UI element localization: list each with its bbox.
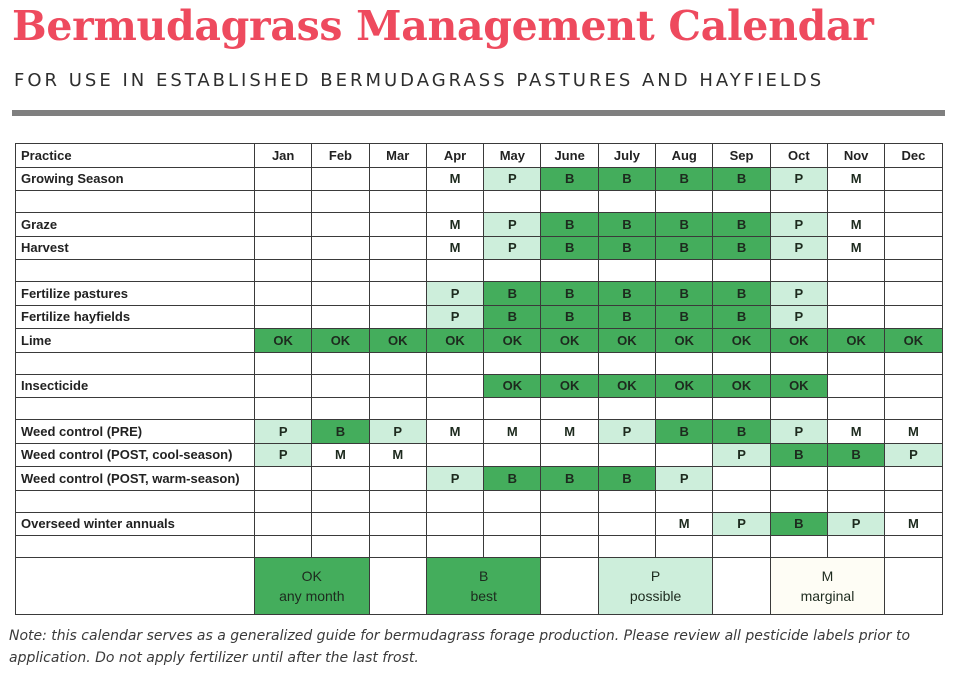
calendar-cell: OK (713, 374, 770, 398)
calendar-cell: B (484, 467, 541, 491)
calendar-cell: B (713, 236, 770, 260)
calendar-cell (426, 443, 483, 467)
calendar-cell: B (598, 213, 655, 237)
calendar-cell: B (598, 167, 655, 191)
calendar-cell (484, 443, 541, 467)
calendar-cell: OK (713, 329, 770, 353)
calendar-cell: B (770, 512, 827, 536)
calendar-cell (541, 443, 598, 467)
calendar-cell (827, 374, 884, 398)
calendar-cell: P (770, 167, 827, 191)
calendar-cell: B (598, 236, 655, 260)
header-row (16, 144, 943, 168)
spacer-row (16, 490, 943, 512)
calendar-cell: OK (598, 329, 655, 353)
calendar-cell: B (484, 282, 541, 306)
practice-label: Insecticide (16, 374, 255, 398)
spacer-row (16, 352, 943, 374)
calendar-cell: B (598, 305, 655, 329)
calendar-cell (885, 213, 942, 237)
calendar-cell: M (827, 236, 884, 260)
month-header: Oct (770, 144, 827, 168)
legend-code: P (650, 568, 661, 584)
calendar-cell (369, 467, 426, 491)
calendar-cell: B (484, 305, 541, 329)
calendar-cell (598, 512, 655, 536)
calendar-cell (426, 374, 483, 398)
calendar-cell: P (426, 467, 483, 491)
calendar-cell (369, 282, 426, 306)
calendar-cell: OK (656, 374, 713, 398)
spacer-row (16, 260, 943, 282)
legend-code: M (821, 568, 834, 584)
calendar-cell: B (713, 420, 770, 444)
calendar-cell (885, 305, 942, 329)
calendar-cell (885, 236, 942, 260)
calendar-cell: OK (484, 374, 541, 398)
calendar-cell: P (426, 305, 483, 329)
calendar-cell (255, 305, 312, 329)
calendar-cell (827, 305, 884, 329)
calendar-cell: P (770, 420, 827, 444)
calendar-cell (770, 467, 827, 491)
calendar-cell: B (656, 236, 713, 260)
calendar-cell: P (484, 167, 541, 191)
practice-row (16, 213, 943, 237)
calendar-cell: M (426, 420, 483, 444)
calendar-cell (312, 213, 369, 237)
calendar-cell: P (770, 213, 827, 237)
calendar-cell (827, 467, 884, 491)
legend-marginal (770, 558, 885, 615)
calendar-cell: P (885, 443, 942, 467)
calendar-cell: M (426, 167, 483, 191)
legend-code: OK (301, 568, 322, 584)
page-subtitle: FOR USE IN ESTABLISHED BERMUDAGRASS PASTURES AND HAYFIELDS (14, 70, 825, 91)
calendar-cell (312, 305, 369, 329)
legend-best (426, 558, 541, 615)
calendar-cell: B (598, 282, 655, 306)
practice-row (16, 305, 943, 329)
calendar-cell: M (426, 213, 483, 237)
calendar-cell (484, 512, 541, 536)
calendar-cell (369, 167, 426, 191)
calendar-cell (598, 443, 655, 467)
calendar-cell: P (770, 236, 827, 260)
practice-row (16, 467, 943, 491)
calendar-cell (885, 282, 942, 306)
calendar-cell: OK (426, 329, 483, 353)
calendar-cell (312, 374, 369, 398)
legend-description: any month (279, 588, 345, 604)
calendar-cell: M (369, 443, 426, 467)
calendar-cell: B (713, 282, 770, 306)
month-header: Sep (713, 144, 770, 168)
legend-code: B (479, 568, 489, 584)
practice-label: Weed control (POST, cool-season) (16, 443, 255, 467)
calendar-cell: B (312, 420, 369, 444)
calendar-cell (255, 282, 312, 306)
calendar-cell (255, 512, 312, 536)
calendar-cell: OK (312, 329, 369, 353)
practice-label: Graze (16, 213, 255, 237)
practice-label: Fertilize pastures (16, 282, 255, 306)
calendar-cell (312, 512, 369, 536)
calendar-cell: B (541, 213, 598, 237)
practice-label: Weed control (PRE) (16, 420, 255, 444)
calendar-cell: OK (656, 329, 713, 353)
calendar-cell: OK (541, 329, 598, 353)
calendar-cell: OK (369, 329, 426, 353)
calendar-cell (255, 467, 312, 491)
calendar-cell: B (770, 443, 827, 467)
month-header: Apr (426, 144, 483, 168)
calendar-cell: M (541, 420, 598, 444)
practice-row (16, 443, 943, 467)
calendar-cell: P (484, 213, 541, 237)
practice-row (16, 282, 943, 306)
calendar-cell (312, 236, 369, 260)
legend-description: marginal (800, 588, 855, 604)
month-header: Feb (312, 144, 369, 168)
practice-label: Growing Season (16, 167, 255, 191)
practice-row (16, 374, 943, 398)
month-header: Dec (885, 144, 942, 168)
calendar-cell (255, 213, 312, 237)
practice-row (16, 236, 943, 260)
calendar-cell (255, 167, 312, 191)
calendar-cell (312, 282, 369, 306)
calendar-cell: M (312, 443, 369, 467)
calendar-cell: OK (770, 374, 827, 398)
calendar-cell (255, 236, 312, 260)
calendar-cell (541, 512, 598, 536)
legend-row (16, 558, 943, 615)
calendar-cell: B (827, 443, 884, 467)
month-header: Nov (827, 144, 884, 168)
calendar-cell (885, 374, 942, 398)
calendar-cell: P (656, 467, 713, 491)
practice-label: Harvest (16, 236, 255, 260)
legend-possible (598, 558, 713, 615)
month-header: May (484, 144, 541, 168)
calendar-cell (369, 512, 426, 536)
calendar-cell (656, 443, 713, 467)
calendar-cell: OK (484, 329, 541, 353)
calendar-cell: P (827, 512, 884, 536)
calendar-cell (312, 467, 369, 491)
calendar-cell: OK (827, 329, 884, 353)
calendar-cell: M (827, 167, 884, 191)
calendar-cell: B (713, 167, 770, 191)
calendar-cell: B (656, 305, 713, 329)
calendar-cell: OK (885, 329, 942, 353)
calendar-cell: P (255, 420, 312, 444)
calendar-cell: P (598, 420, 655, 444)
calendar-cell: M (426, 236, 483, 260)
calendar-cell: B (598, 467, 655, 491)
spacer-row (16, 398, 943, 420)
calendar-cell: B (656, 420, 713, 444)
calendar-cell: P (713, 443, 770, 467)
calendar-cell: B (541, 236, 598, 260)
month-header: Mar (369, 144, 426, 168)
month-header: July (598, 144, 655, 168)
calendar-cell: B (656, 167, 713, 191)
calendar-cell: P (770, 282, 827, 306)
calendar-cell: B (541, 305, 598, 329)
calendar-cell (713, 467, 770, 491)
calendar-cell: M (885, 420, 942, 444)
calendar-cell: OK (255, 329, 312, 353)
spacer-row (16, 191, 943, 213)
calendar-cell: P (484, 236, 541, 260)
practice-row (16, 167, 943, 191)
legend-description: best (470, 588, 497, 604)
spacer-row (16, 536, 943, 558)
page-title: Bermudagrass Management Calendar (12, 2, 874, 50)
calendar-cell (369, 305, 426, 329)
calendar-cell: OK (770, 329, 827, 353)
practice-row (16, 420, 943, 444)
calendar-cell: B (541, 467, 598, 491)
calendar-cell: B (656, 282, 713, 306)
calendar-cell (255, 374, 312, 398)
calendar-cell: B (541, 167, 598, 191)
month-header: Jan (255, 144, 312, 168)
calendar-cell: P (770, 305, 827, 329)
practice-label: Fertilize hayfields (16, 305, 255, 329)
calendar-cell: P (713, 512, 770, 536)
practice-header: Practice (16, 144, 255, 168)
calendar-cell: B (656, 213, 713, 237)
calendar-cell: M (656, 512, 713, 536)
calendar-cell: M (827, 420, 884, 444)
month-header: June (541, 144, 598, 168)
calendar-body (16, 167, 943, 536)
calendar-cell (369, 374, 426, 398)
practice-label: Lime (16, 329, 255, 353)
calendar-cell: P (426, 282, 483, 306)
calendar-cell: P (369, 420, 426, 444)
calendar-cell (369, 236, 426, 260)
management-calendar-table (15, 143, 943, 615)
practice-row (16, 329, 943, 353)
practice-row (16, 512, 943, 536)
calendar-cell (885, 467, 942, 491)
footnote: Note: this calendar serves as a generalized guide for bermudagrass forage production. Please review all pesticide labels prior to application. Do not apply fertilizer until after the last frost. (9, 628, 911, 666)
practice-label: Weed control (POST, warm-season) (16, 467, 255, 491)
calendar-cell: B (541, 282, 598, 306)
calendar-cell: B (713, 213, 770, 237)
calendar-cell: M (484, 420, 541, 444)
month-header: Aug (656, 144, 713, 168)
calendar-cell: M (885, 512, 942, 536)
calendar-cell (827, 282, 884, 306)
calendar-cell (312, 167, 369, 191)
calendar-cell: OK (598, 374, 655, 398)
calendar-cell (369, 213, 426, 237)
calendar-cell: M (827, 213, 884, 237)
practice-label: Overseed winter annuals (16, 512, 255, 536)
calendar-cell: P (255, 443, 312, 467)
legend-ok (255, 558, 370, 615)
legend-description: possible (629, 588, 682, 604)
calendar-cell (885, 167, 942, 191)
calendar-cell: OK (541, 374, 598, 398)
calendar-cell (426, 512, 483, 536)
title-divider (12, 110, 945, 116)
calendar-cell: B (713, 305, 770, 329)
